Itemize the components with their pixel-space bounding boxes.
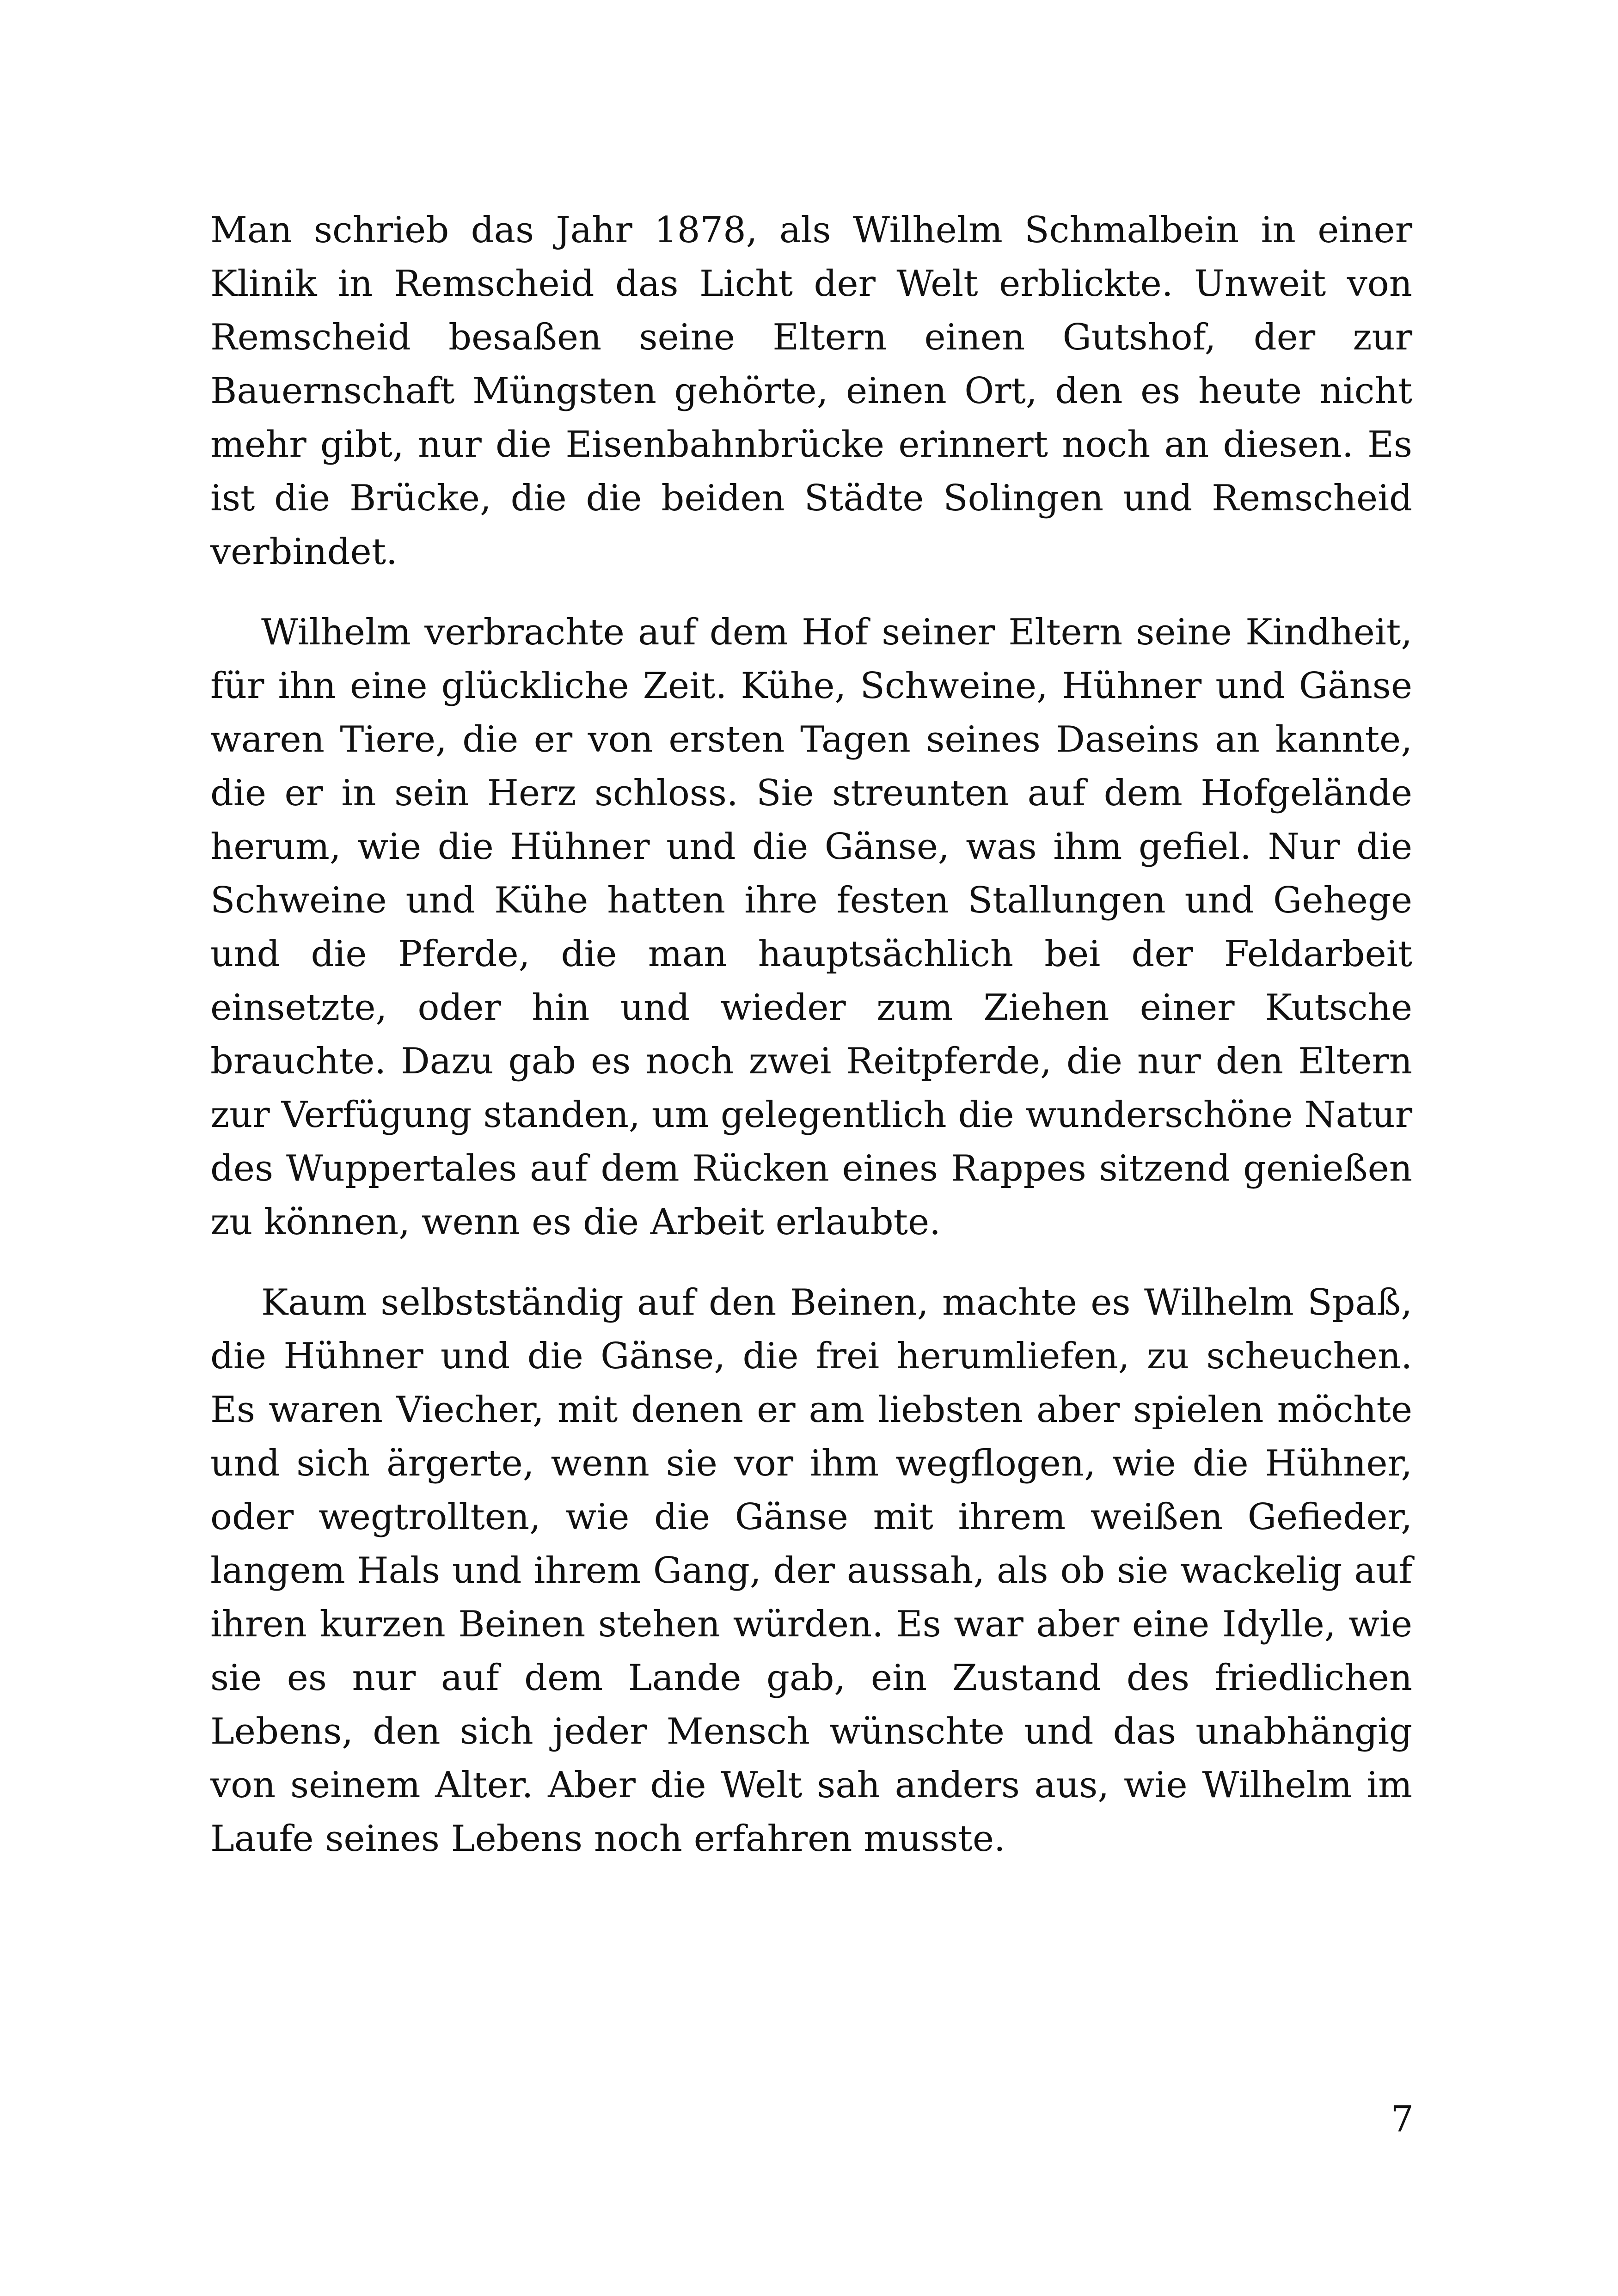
body-text <box>210 203 1412 1892</box>
paragraph-1: Man schrieb das Jahr 1878, als Wilhelm Schmalbein in einer Klinik in Remscheid das Licht der Welt erblickte. Unweit von Remscheid besaßen seine Eltern einen Gutshof, der zur Bauernschaft Müngsten gehörte, einen Ort, den es heute nicht mehr gibt, nur die Eisenbahnbrücke erinnert noch an diesen. Es ist die Brücke, die die beiden Städte Solingen und Remscheid verbindet. <box>210 209 1412 573</box>
paragraph-2: Wilhelm verbrachte auf dem Hof seiner Eltern seine Kindheit, für ihn eine glückliche Zeit. Kühe, Schweine, Hühner und Gänse waren Tiere, die er von ersten Tagen seines Daseins an kannte, die er in sein Herz schloss. Sie streunten auf dem Hofgelände herum, wie die Hühner und die Gänse, was ihm gefiel. Nur die Schweine und Kühe hatten ihre festen Stallungen und Gehege und die Pferde, die man hauptsächlich bei der Feldarbeit einsetzte, oder hin und wieder zum Ziehen einer Kutsche brauchte. Dazu gab es noch zwei Reitpferde, die nur den Eltern zur Verfügung standen, um gelegentlich die wunderschöne Natur des Wuppertales auf dem Rücken eines Rappes sitzend genießen zu können, wenn es die Arbeit erlaubte. <box>210 612 1412 1243</box>
paragraph-3: Kaum selbstständig auf den Beinen, machte es Wilhelm Spaß, die Hühner und die Gänse, die frei herumliefen, zu scheuchen. Es waren Viecher, mit denen er am liebsten aber spielen möchte und sich ärgerte, wenn sie vor ihm wegflogen, wie die Hühner, oder wegtrollten, wie die Gänse mit ihrem weißen Gefieder, langem Hals und ihrem Gang, der aussah, als ob sie wackelig auf ihren kurzen Beinen stehen würden. Es war aber eine Idylle, wie sie es nur auf dem Lande gab, ein Zustand des friedlichen Lebens, den sich jeder Mensch wünschte und das unabhängig von seinem Alter. Aber die Welt sah anders aus, wie Wilhelm im Laufe seines Lebens noch erfahren musste. <box>210 1282 1412 1860</box>
page-number: 7 <box>1391 2099 1414 2140</box>
